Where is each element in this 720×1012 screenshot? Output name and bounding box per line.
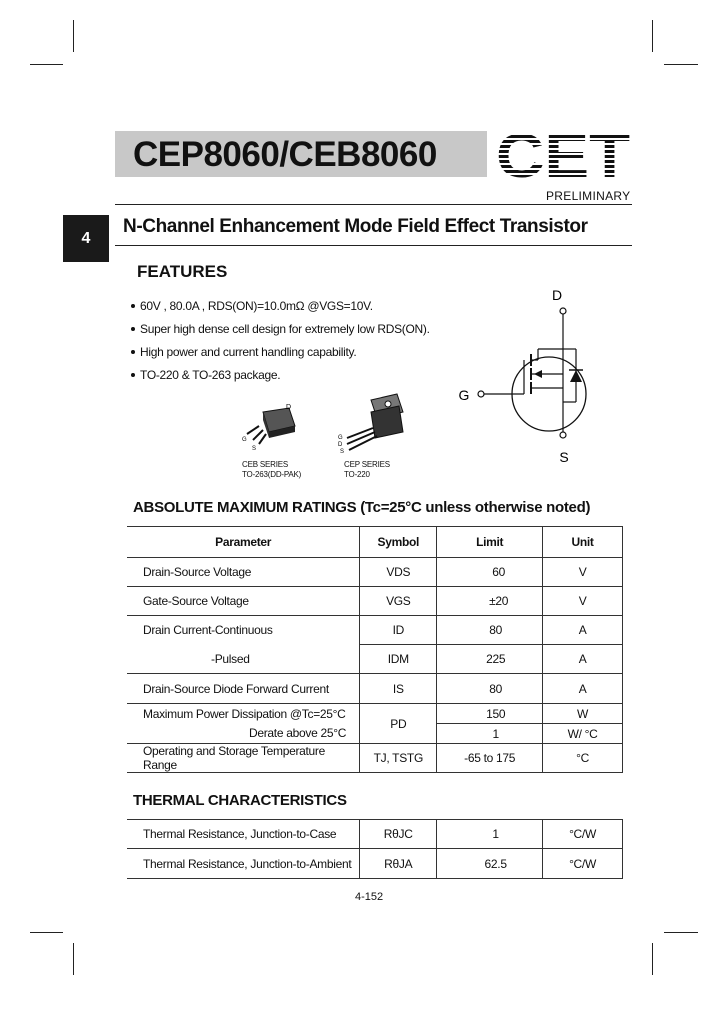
table-row: Derate above 25°C 1 W/ °C [127, 724, 623, 744]
source-label: S [559, 449, 569, 465]
to263-package-drawing [235, 398, 315, 460]
column-header: Symbol [360, 527, 437, 558]
table-row: Operating and Storage Temperature Range TJ, TSTG -65 to 175 °C [127, 744, 623, 773]
feature-item: TO-220 & TO-263 package. [131, 368, 280, 382]
part-number-title: CEP8060/CEB8060 [133, 135, 437, 174]
thermal-heading: THERMAL CHARACTERISTICS [133, 792, 347, 809]
table-row: -Pulsed IDM 225 A [127, 645, 623, 674]
table-row: Gate-Source Voltage VGS ±20 V [127, 587, 623, 616]
gate-label: G [458, 387, 470, 403]
table-row: Thermal Resistance, Junction-to-Case RθJC 1 °C/W [127, 820, 623, 849]
table-row: Drain Current-Continuous ID 80 A [127, 616, 623, 645]
page-number: 4-152 [355, 891, 384, 903]
bullet-icon [131, 327, 135, 331]
table-row: Drain-Source Voltage VDS 60 V [127, 558, 623, 587]
pin-g-label: G [242, 437, 247, 443]
to220-package-drawing [333, 392, 413, 458]
cep-package-label: CEP SERIES TO-220 [344, 460, 390, 479]
ratings-table [127, 526, 623, 773]
crop-mark [73, 20, 74, 52]
preliminary-label: PRELIMINARY [546, 189, 631, 203]
bullet-icon [131, 350, 135, 354]
feature-item: 60V , 80.0A , RDS(ON)=10.0mΩ @VGS=10V. [131, 299, 373, 313]
cet-logo [494, 125, 632, 183]
crop-mark [664, 932, 698, 933]
bullet-icon [131, 373, 135, 377]
mosfet-symbol-diagram [450, 282, 610, 467]
features-heading: FEATURES [137, 262, 228, 281]
column-header: Unit [543, 527, 623, 558]
feature-item: High power and current handling capability. [131, 345, 356, 359]
crop-mark [73, 943, 74, 975]
crop-mark [664, 64, 698, 65]
crop-mark [30, 932, 63, 933]
crop-mark [652, 20, 653, 52]
header-rule [115, 204, 632, 205]
section-tab: 4 [63, 215, 109, 262]
column-header: Parameter [127, 527, 360, 558]
thermal-table [127, 819, 623, 879]
table-row: Drain-Source Diode Forward Current IS 80 A [127, 674, 623, 704]
logo-text: CET [496, 125, 631, 183]
pin-s-label: S [252, 446, 257, 452]
pin-s-label: S [340, 449, 345, 455]
drain-label: D [551, 287, 563, 303]
ceb-package-label: CEB SERIES TO-263(DD-PAK) [242, 460, 302, 479]
pin-g-label: G [338, 435, 343, 441]
subtitle-rule [115, 245, 632, 246]
pin-d-label: D [286, 404, 292, 411]
device-subtitle: N-Channel Enhancement Mode Field Effect Transistor [123, 216, 588, 237]
crop-mark [652, 943, 653, 975]
crop-mark [30, 64, 63, 65]
column-header: Limit [437, 527, 543, 558]
feature-item: Super high dense cell design for extremely low RDS(ON). [131, 322, 430, 336]
pin-d-label: D [338, 442, 343, 448]
table-row: Maximum Power Dissipation @Tc=25°C PD 150 W [127, 704, 623, 724]
bullet-icon [131, 304, 135, 308]
ratings-heading: ABSOLUTE MAXIMUM RATINGS (Tc=25°C unless otherwise noted) [133, 499, 591, 516]
table-row: Thermal Resistance, Junction-to-Ambient RθJA 62.5 °C/W [127, 849, 623, 879]
